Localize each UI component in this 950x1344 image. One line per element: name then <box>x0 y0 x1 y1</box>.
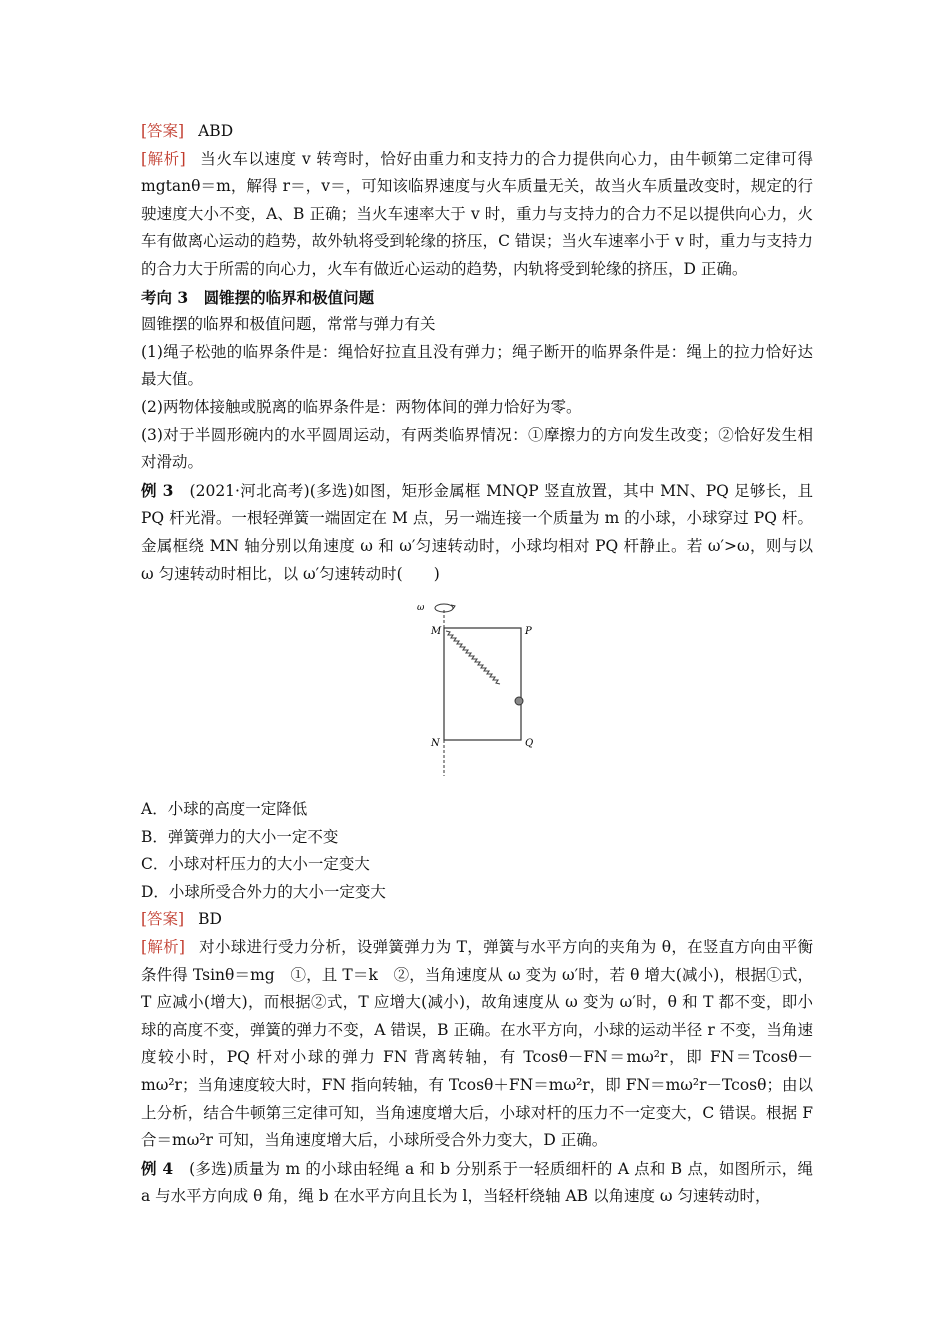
example-4-stem <box>141 1155 813 1211</box>
small-ball <box>515 697 523 705</box>
answer-line-2 <box>141 906 813 934</box>
label-M: M <box>431 626 442 638</box>
label-Q: Q <box>525 738 534 750</box>
answer-tag-2: [答案] <box>141 910 185 929</box>
example-3-stem <box>141 477 813 588</box>
option-c: C．小球对杆压力的大小一定变大 <box>141 855 370 874</box>
metal-frame <box>444 628 521 740</box>
analysis-text-2: 对小球进行受力分析，设弹簧弹力为 T，弹簧与水平方向的夹角为 θ，在竖直方向由平衡条件得 Tsinθ＝mg ①，且 T＝k ②，当角速度从 ω 变为 ω′时，若 θ 增大(减小)，根据①式，T 应减小(增大)，而根据②式，T 应增大(减小)，故角速度从 ω 变为 ω′时，θ 和 T 都不变，即小球的高度不变，弹簧的弹力不变，A 错误，B 正确。在水平方向，小球的运动半径 r 不变，当角速度较小时，PQ 杆对小球的弹力 FN 背离转轴，有 Tcosθ－FN＝mω²r，即 FN＝Tcosθ－mω²r；当角速度较大时，FN 指向转轴，有 Tcosθ＋FN＝mω²r，即 FN＝mω²r－Tcosθ；由以上分析，结合牛顿第三定律可知，当角速度增大后，小球对杆的压力不一定变大，C 错误。根据 F合＝mω²r 可知，当角速度增大后，小球所受合外力变大，D 正确。 <box>141 938 813 1150</box>
frame-diagram <box>411 596 541 776</box>
section-point-3: (3)对于半圆形碗内的水平圆周运动，有两类临界情况：①摩擦力的方向发生改变；②恰好发生相对滑动。 <box>141 425 813 472</box>
figure-rotating-frame <box>141 596 813 786</box>
answer-line-1 <box>141 118 813 146</box>
spring <box>446 631 500 684</box>
label-omega: ω <box>417 603 425 614</box>
analysis-paragraph-1 <box>141 146 813 284</box>
label-P: P <box>525 626 532 638</box>
analysis-tag: [解析] <box>141 149 186 168</box>
analysis-paragraph-2 <box>141 934 813 1155</box>
option-b: B．弹簧弹力的大小一定不变 <box>141 827 339 846</box>
example-4-label: 例 4 <box>141 1158 174 1178</box>
example-3-label: 例 3 <box>141 480 174 500</box>
section-heading: 考向 3 圆锥摆的临界和极值问题 <box>141 287 375 307</box>
example-4-text: (多选)质量为 m 的小球由轻绳 a 和 b 分别系于一轻质细杆的 A 点和 B 点，如图所示，绳 a 与水平方向成 θ 角，绳 b 在水平方向且长为 l，当轻杆绕轴 AB 以角速度 ω 匀速转动时， <box>141 1159 813 1206</box>
section-point-1: (1)绳子松弛的临界条件是：绳恰好拉直且没有弹力；绳子断开的临界条件是：绳上的拉力恰好达最大值。 <box>141 342 813 389</box>
example-3-text: (2021·河北高考)(多选)如图，矩形金属框 MNQP 竖直放置，其中 MN、PQ 足够长，且 PQ 杆光滑。一根轻弹簧一端固定在 M 点，另一端连接一个质量为 m 的小球，小球穿过 PQ 杆。金属框绕 MN 轴分别以角速度 ω 和 ω′匀速转动时，小球均相对 PQ 杆静止。若 ω′>ω，则与以 ω 匀速转动时相比，以 ω′匀速转动时( ) <box>141 481 813 583</box>
option-a: A．小球的高度一定降低 <box>141 800 308 819</box>
answer-tag: [答案] <box>141 122 185 140</box>
answer-value-2: BD <box>198 910 222 929</box>
option-d: D．小球所受合外力的大小一定变大 <box>141 882 386 901</box>
document-page <box>141 118 813 1211</box>
section-point-2: (2)两物体接触或脱离的临界条件是：两物体间的弹力恰好为零。 <box>141 397 582 416</box>
answer-value: ABD <box>198 122 234 140</box>
analysis-text: 当火车以速度 v 转弯时，恰好由重力和支持力的合力提供向心力，由牛顿第二定律可得 mgtanθ＝m，解得 r＝，v＝，可知该临界速度与火车质量无关，故当火车质量改变时，规定的行驶速度大小不变，A、B 正确；当火车速率大于 v 时，重力与支持力的合力不足以提供向心力，火车有做离心运动的趋势，故外轨将受到轮缘的挤压，C 错误；当火车速率小于 v 时，重力与支持力的合力大于所需的向心力，火车有做近心运动的趋势，内轨将受到轮缘的挤压，D 正确。 <box>141 149 813 278</box>
label-N: N <box>431 738 440 750</box>
section-intro: 圆锥摆的临界和极值问题，常常与弹力有关 <box>141 315 436 334</box>
analysis-tag-2: [解析] <box>141 938 185 957</box>
